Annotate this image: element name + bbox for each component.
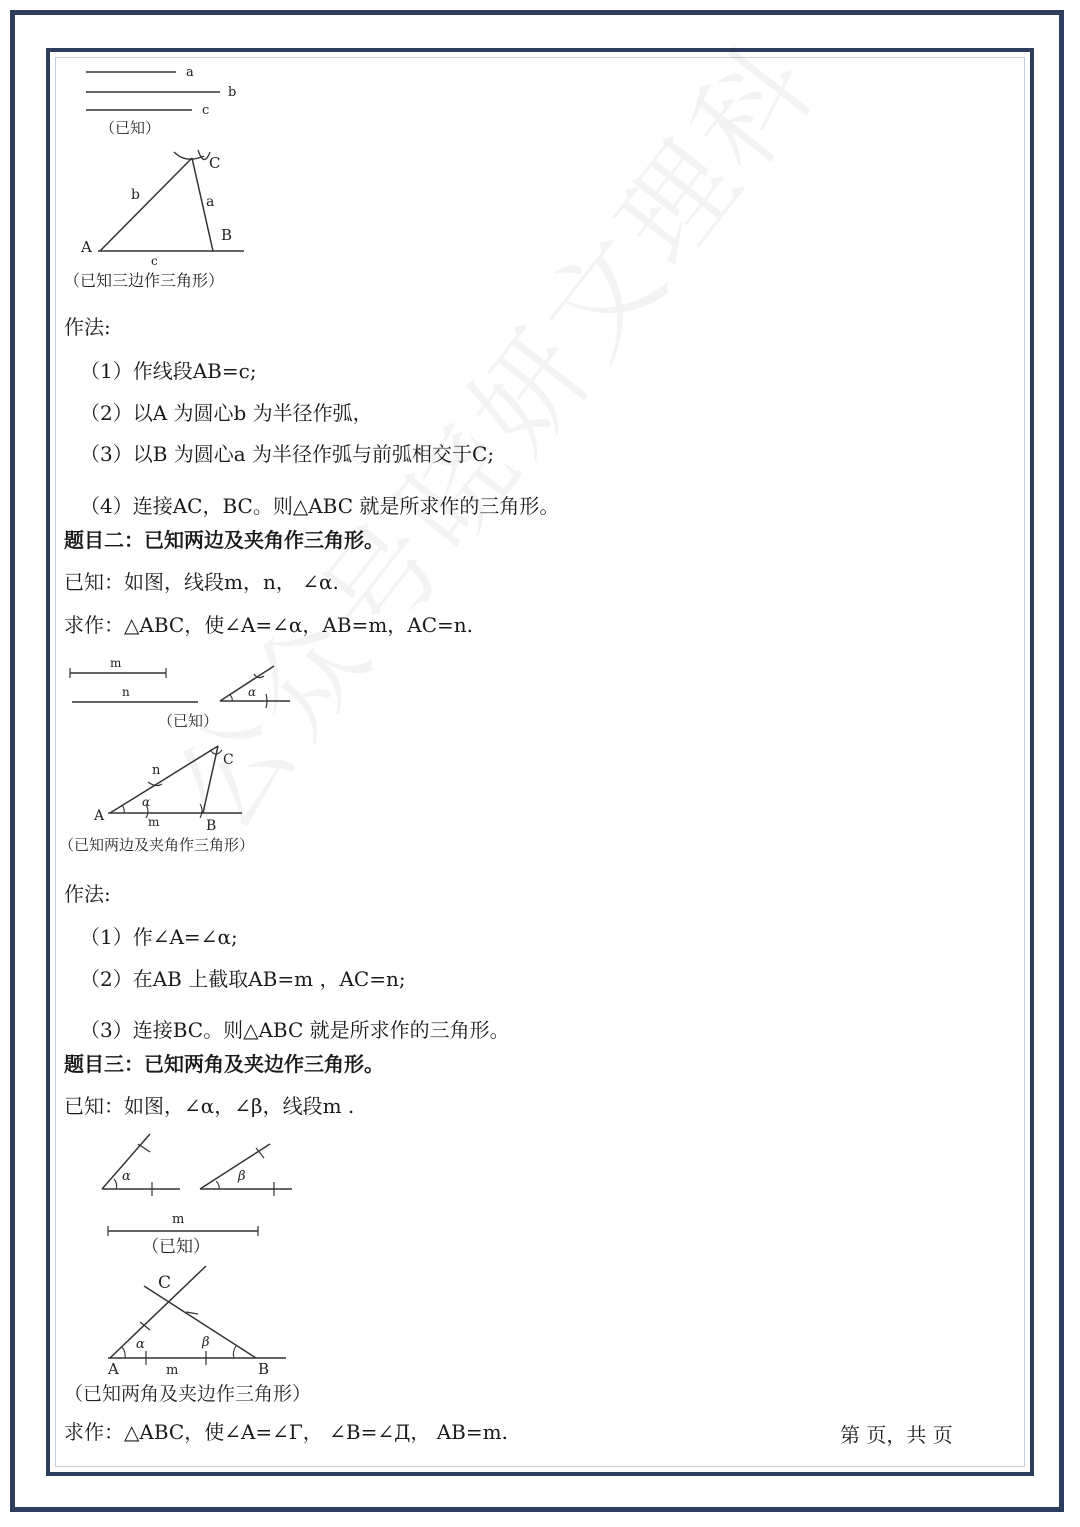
step-1-2: （2）以A 为圆心b 为半径作弧， (80, 401, 373, 425)
step-2-3: （3）连接BC。则△ABC 就是所求作的三角形。 (80, 1018, 510, 1042)
given-label-m: m (172, 1212, 185, 1227)
section-3-given: 已知：如图，∠α，∠β，线段m . (64, 1094, 355, 1118)
vertex-C: C (209, 154, 221, 172)
given-label-alpha: α (248, 685, 257, 699)
side-label-c: c (151, 254, 158, 268)
given-label-alpha: α (122, 1169, 131, 1184)
figure-caption: （已知三边作三角形） (64, 271, 225, 290)
given-caption: （已知） (158, 712, 219, 730)
figure-caption: （已知两角及夹边作三角形） (64, 1383, 312, 1405)
vertex-B: B (221, 226, 233, 244)
side-label-a: a (206, 194, 215, 210)
page-number: 第 页，共 页 (840, 1423, 953, 1447)
vertex-C: C (223, 752, 234, 768)
side-label-m: m (166, 1363, 179, 1378)
section-2-required: 求作：△ABC，使∠A=∠α，AB=m，AC=n. (64, 613, 474, 637)
given-caption: （已知） (142, 1237, 210, 1257)
step-1-4: （4）连接AC，BC。则△ABC 就是所求作的三角形。 (80, 494, 560, 518)
method-title-1: 作法: (64, 315, 111, 339)
angle-label-alpha: α (142, 795, 151, 809)
given-label-c: c (202, 103, 210, 118)
vertex-B: B (258, 1360, 270, 1378)
section-3-title: 题目三：已知两角及夹边作三角形。 (64, 1052, 384, 1076)
figure-caption: （已知两边及夹角作三角形） (59, 836, 255, 854)
section-2-given: 已知：如图，线段m，n， ∠α. (64, 570, 339, 594)
given-label-m: m (110, 656, 122, 670)
section-2-title: 题目二：已知两边及夹角作三角形。 (64, 528, 384, 552)
vertex-B: B (206, 818, 217, 834)
section-3-required: 求作：△ABC，使∠A=∠Γ， ∠B=∠Д， AB=m. (64, 1420, 508, 1444)
given-label-a: a (186, 65, 194, 80)
step-2-2: （2）在AB 上截取AB=m ，AC=n; (80, 967, 406, 991)
angle-label-beta: β (202, 1335, 210, 1350)
figure-three-sides (60, 58, 280, 298)
figure-two-sides-angle (58, 654, 308, 859)
vertex-A: A (81, 238, 92, 256)
step-1-3: （3）以B 为圆心a 为半径作弧与前弧相交于C; (80, 442, 495, 466)
vertex-A: A (94, 808, 105, 824)
method-title-2: 作法: (64, 882, 111, 906)
step-2-1: （1）作∠A=∠α; (80, 925, 238, 949)
angle-label-alpha: α (136, 1337, 145, 1352)
given-label-b: b (228, 85, 237, 100)
step-1-1: （1）作线段AB=c; (80, 359, 257, 383)
side-label-b: b (131, 187, 140, 203)
side-label-n: n (152, 763, 161, 778)
side-label-m: m (148, 815, 160, 829)
vertex-C: C (158, 1273, 172, 1293)
given-label-beta: β (238, 1169, 246, 1184)
figure-two-angles-side (58, 1124, 348, 1414)
given-label-n: n (122, 685, 130, 699)
vertex-A: A (108, 1360, 119, 1378)
given-caption: （已知） (100, 119, 161, 137)
